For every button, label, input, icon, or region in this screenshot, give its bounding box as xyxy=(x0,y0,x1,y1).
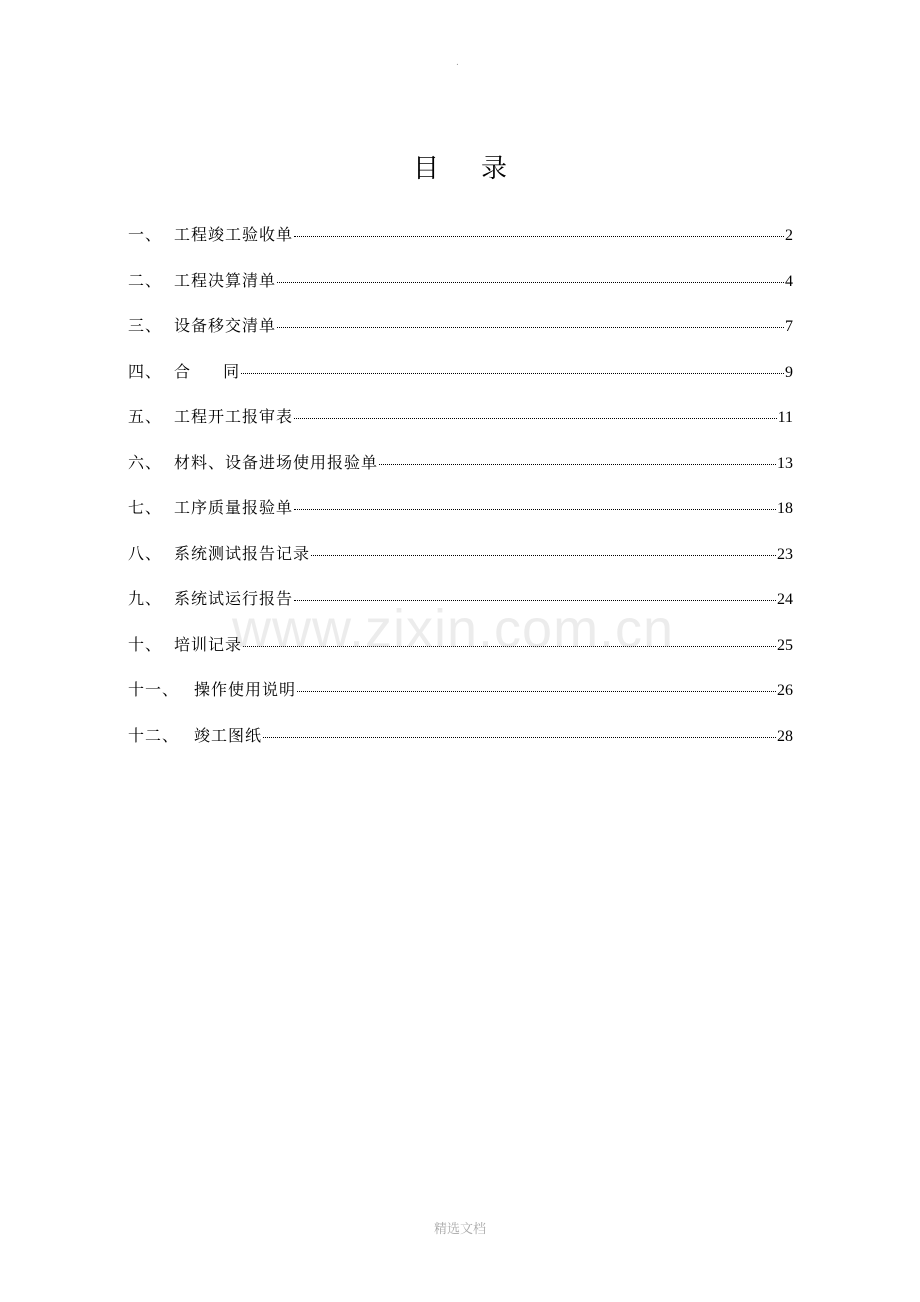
toc-page-number: 11 xyxy=(777,409,793,426)
toc-page-number: 24 xyxy=(777,591,793,608)
footer-text: 精选文档 xyxy=(433,1222,486,1237)
toc-leader-dots xyxy=(311,555,776,556)
toc-leader-dots xyxy=(294,418,777,419)
toc-entry[interactable] xyxy=(128,450,793,496)
toc-leader-dots xyxy=(241,373,784,374)
toc-entry[interactable] xyxy=(128,268,793,314)
toc-label: 合 同 xyxy=(174,361,241,381)
toc-label: 系统测试报告记录 xyxy=(174,543,311,563)
toc-page-number: 28 xyxy=(777,727,793,745)
toc-entry[interactable] xyxy=(128,677,793,723)
toc-number: 五、 xyxy=(128,407,163,426)
toc-leader-dots xyxy=(277,327,784,328)
toc-page-number: 2 xyxy=(785,227,793,244)
toc-number: 二、 xyxy=(128,270,163,290)
toc-label: 设备移交清单 xyxy=(174,316,277,335)
toc-page-number: 23 xyxy=(777,545,793,563)
toc-number: 九、 xyxy=(128,589,163,608)
toc-number: 七、 xyxy=(128,498,163,517)
toc-leader-dots xyxy=(277,282,784,283)
toc-label: 材料、设备进场使用报验单 xyxy=(174,452,379,472)
toc-label: 工序质量报验单 xyxy=(174,498,294,517)
toc-label: 系统试运行报告 xyxy=(174,589,294,608)
page-title: 目录 xyxy=(412,154,549,184)
toc-page-number: 9 xyxy=(785,363,793,381)
toc-page-number: 26 xyxy=(777,682,793,699)
toc-number: 一、 xyxy=(128,225,163,244)
toc-label: 培训记录 xyxy=(174,634,243,654)
toc-entry[interactable] xyxy=(128,495,793,541)
toc-number: 三、 xyxy=(128,316,163,335)
toc-entry[interactable] xyxy=(128,541,793,587)
toc-number: 八、 xyxy=(128,543,163,563)
toc-label: 工程决算清单 xyxy=(174,270,277,290)
toc-leader-dots xyxy=(263,737,776,738)
header-mark: . xyxy=(456,58,459,68)
table-of-contents xyxy=(128,222,793,768)
toc-number: 十一、 xyxy=(128,680,180,699)
toc-entry[interactable] xyxy=(128,723,793,769)
toc-number: 十、 xyxy=(128,634,163,654)
toc-entry[interactable] xyxy=(128,313,793,359)
toc-leader-dots xyxy=(297,691,776,692)
toc-label: 工程开工报审表 xyxy=(174,407,294,426)
toc-page-number: 4 xyxy=(785,272,793,290)
toc-page-number: 7 xyxy=(785,318,793,335)
toc-entry[interactable] xyxy=(128,359,793,405)
toc-page-number: 25 xyxy=(777,636,793,654)
toc-entry[interactable] xyxy=(128,222,793,268)
toc-label: 工程竣工验收单 xyxy=(174,225,294,244)
watermark: www.zixin.com.cn xyxy=(232,599,675,659)
toc-number: 四、 xyxy=(128,361,163,381)
toc-label: 操作使用说明 xyxy=(194,680,297,699)
toc-page-number: 18 xyxy=(777,500,793,517)
toc-leader-dots xyxy=(379,464,776,465)
toc-entry[interactable] xyxy=(128,404,793,450)
toc-leader-dots xyxy=(294,509,776,510)
toc-number: 六、 xyxy=(128,452,163,472)
toc-label: 竣工图纸 xyxy=(194,725,263,745)
toc-leader-dots xyxy=(294,236,784,237)
toc-number: 十二、 xyxy=(128,725,180,745)
toc-page-number: 13 xyxy=(777,454,793,472)
